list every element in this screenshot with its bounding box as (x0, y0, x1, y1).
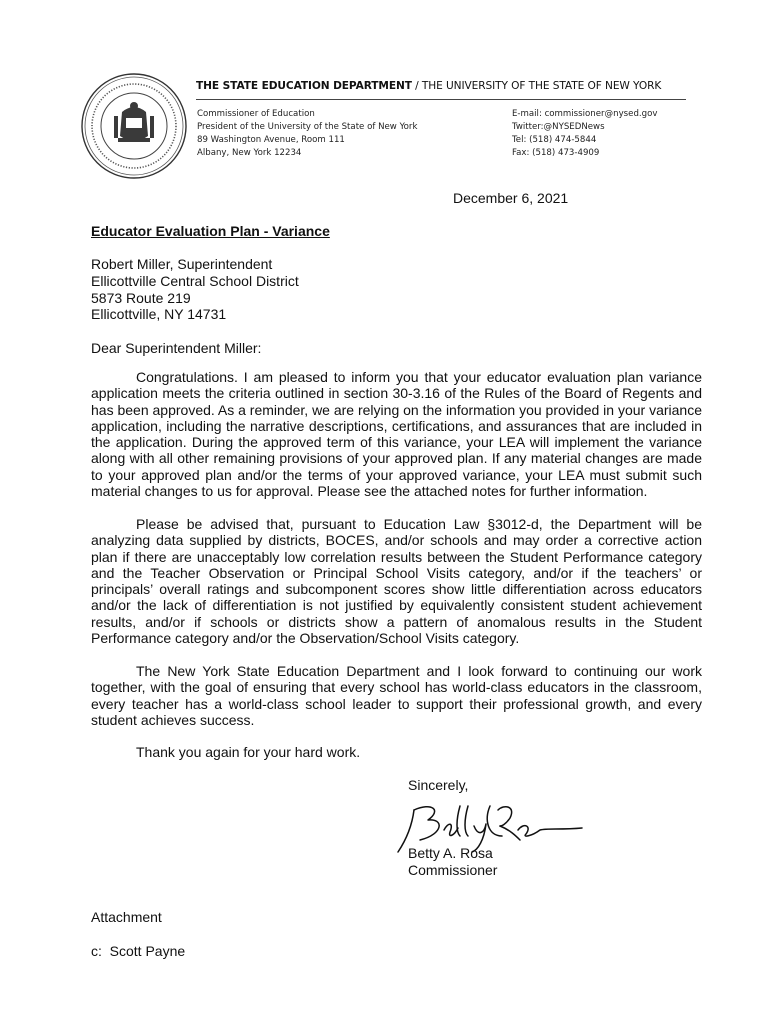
letter-date: December 6, 2021 (453, 190, 569, 206)
address-line: President of the University of the State of New York (197, 122, 418, 132)
letterhead-address (197, 108, 417, 160)
cc-line: c: Scott Payne (91, 943, 186, 959)
department-name: THE STATE EDUCATION DEPARTMENT (196, 80, 412, 92)
letterhead-title (196, 80, 686, 92)
recipient-line: Robert Miller, Superintendent (91, 256, 273, 272)
contact-phone: Tel: (518) 474-5844 (512, 135, 597, 145)
recipient-line: Ellicottville Central School District (91, 272, 299, 289)
contact-email: E-mail: commissioner@nysed.gov (512, 109, 658, 119)
signer-title: Commissioner (408, 862, 498, 878)
signer-block (408, 845, 497, 879)
body-paragraph: Congratulations. I am pleased to inform you that your educator evaluation plan variance application meets the criteria outlined in section 30-3.16 of the Rules of the Board of Regents and has been approved. As a reminder, we are relying on the information you provided in your variance application, including the narrative descriptions, certifications, and assurances that are included in the application. During the approved term of this variance, your LEA will implement the variance along with all other remaining provisions of your approved plan. If any material changes are made to your approved plan and/or the terms of your approved variance, your LEA must submit such material changes to us for approval. Please see the attached notes for further information. (91, 369, 702, 500)
body-paragraph: Thank you again for your hard work. (136, 744, 361, 760)
university-name: THE UNIVERSITY OF THE STATE OF NEW YORK (421, 80, 662, 92)
contact-twitter: Twitter:@NYSEDNews (512, 122, 605, 132)
recipient-line: Ellicottville, NY 14731 (91, 306, 227, 323)
address-line: Albany, New York 12234 (197, 148, 302, 158)
recipient-address (91, 256, 299, 323)
letterhead-divider (196, 99, 686, 100)
body-paragraph: Please be advised that, pursuant to Education Law §3012-d, the Department will be analyzing data supplied by districts, BOCES, and/or schools and may order a corrective action plan if there are unacceptably low correlation results between the Student Performance category and the Teacher Observation or Principal School Visits category, and/or if the teachers’ or principals’ overall ratings and subcomponent scores show little differentiation across educators and/or the lack of differentiation is not justified by equivalently consistent student achievement results, and/or if schools or districts show a pattern of anomalous results in the Student Performance category and/or the Observation/School Visits category. (91, 516, 702, 647)
address-line: 89 Washington Avenue, Room 111 (197, 135, 345, 145)
address-line: Commissioner of Education (197, 109, 315, 119)
signer-name: Betty A. Rosa (408, 845, 493, 861)
title-separator: / (411, 80, 422, 92)
recipient-line: 5873 Route 219 (91, 289, 191, 306)
letter-subject: Educator Evaluation Plan - Variance (91, 223, 330, 239)
body-paragraph: The New York State Education Department and I look forward to continuing our work together, with the goal of ensuring that every school has world-class educators in the classroom, every teacher has a world-class school leader to support their professional growth, and every student achieves success. (91, 663, 702, 728)
salutation: Dear Superintendent Miller: (91, 340, 262, 356)
state-seal-icon (80, 72, 188, 180)
attachment-note: Attachment (91, 909, 162, 925)
closing: Sincerely, (408, 777, 469, 793)
contact-fax: Fax: (518) 473-4909 (512, 148, 600, 158)
letterhead-contact (512, 108, 657, 160)
